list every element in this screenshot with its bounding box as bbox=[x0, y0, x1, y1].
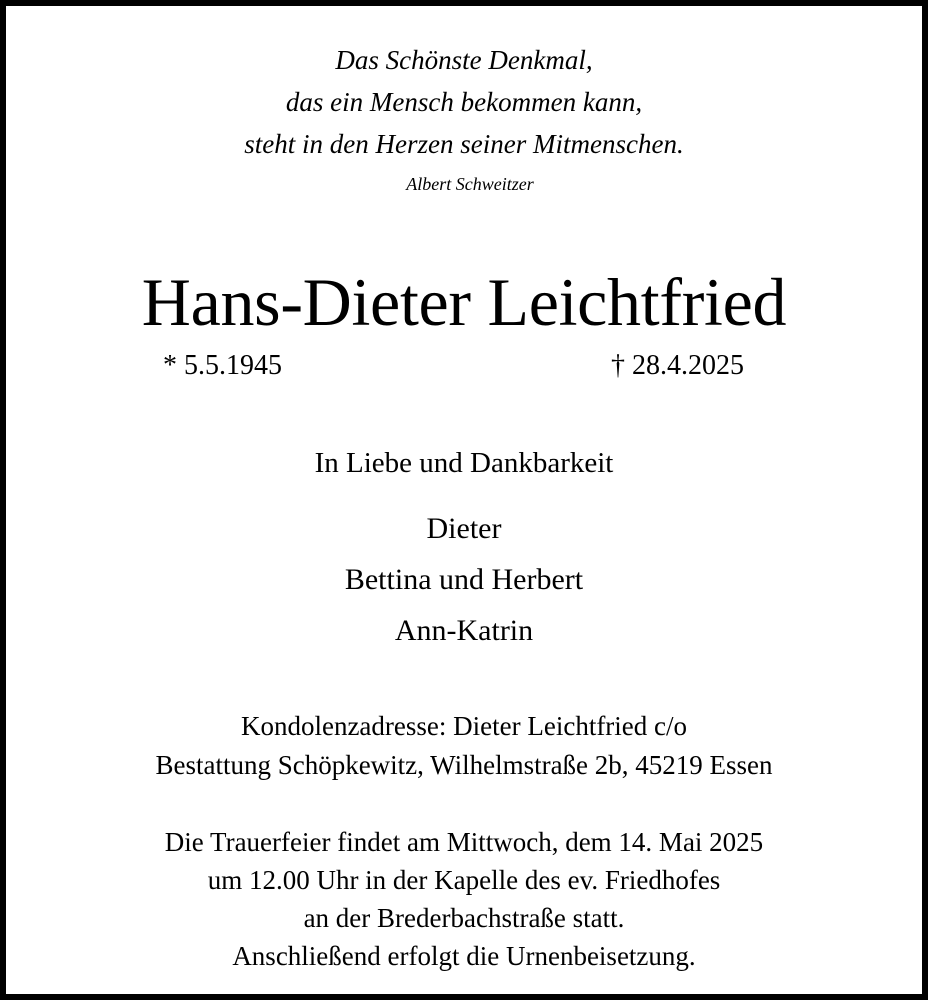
ceremony-line-4: Anschließend erfolgt die Urnenbeisetzung. bbox=[232, 941, 696, 971]
deceased-name: Hans-Dieter Leichtfried bbox=[141, 264, 787, 340]
quote-author: Albert Schweitzer bbox=[406, 174, 534, 194]
ceremony-line-1: Die Trauerfeier findet am Mittwoch, dem 14. Mai 2025 bbox=[164, 827, 764, 857]
condolence-line-2: Bestattung Schöpkewitz, Wilhelmstraße 2b, 45219 Essen bbox=[155, 750, 773, 780]
birth-date: * 5.5.1945 bbox=[163, 350, 282, 381]
quote-line-2: das ein Mensch bekommen kann, bbox=[285, 87, 643, 117]
ceremony-line-3: an der Brederbachstraße statt. bbox=[303, 903, 625, 933]
death-date: † 28.4.2025 bbox=[611, 350, 744, 381]
mourner-3: Ann-Katrin bbox=[394, 614, 534, 647]
ceremony-line-2: um 12.00 Uhr in der Kapelle des ev. Friedhofes bbox=[207, 865, 721, 895]
quote-line-3: steht in den Herzen seiner Mitmenschen. bbox=[244, 129, 684, 159]
mourner-2: Bettina und Herbert bbox=[344, 563, 584, 596]
quote-line-1: Das Schönste Denkmal, bbox=[335, 45, 593, 75]
condolence-line-1: Kondolenzadresse: Dieter Leichtfried c/o bbox=[240, 711, 688, 741]
tribute-line: In Liebe und Dankbarkeit bbox=[314, 447, 614, 479]
mourner-1: Dieter bbox=[426, 512, 502, 545]
